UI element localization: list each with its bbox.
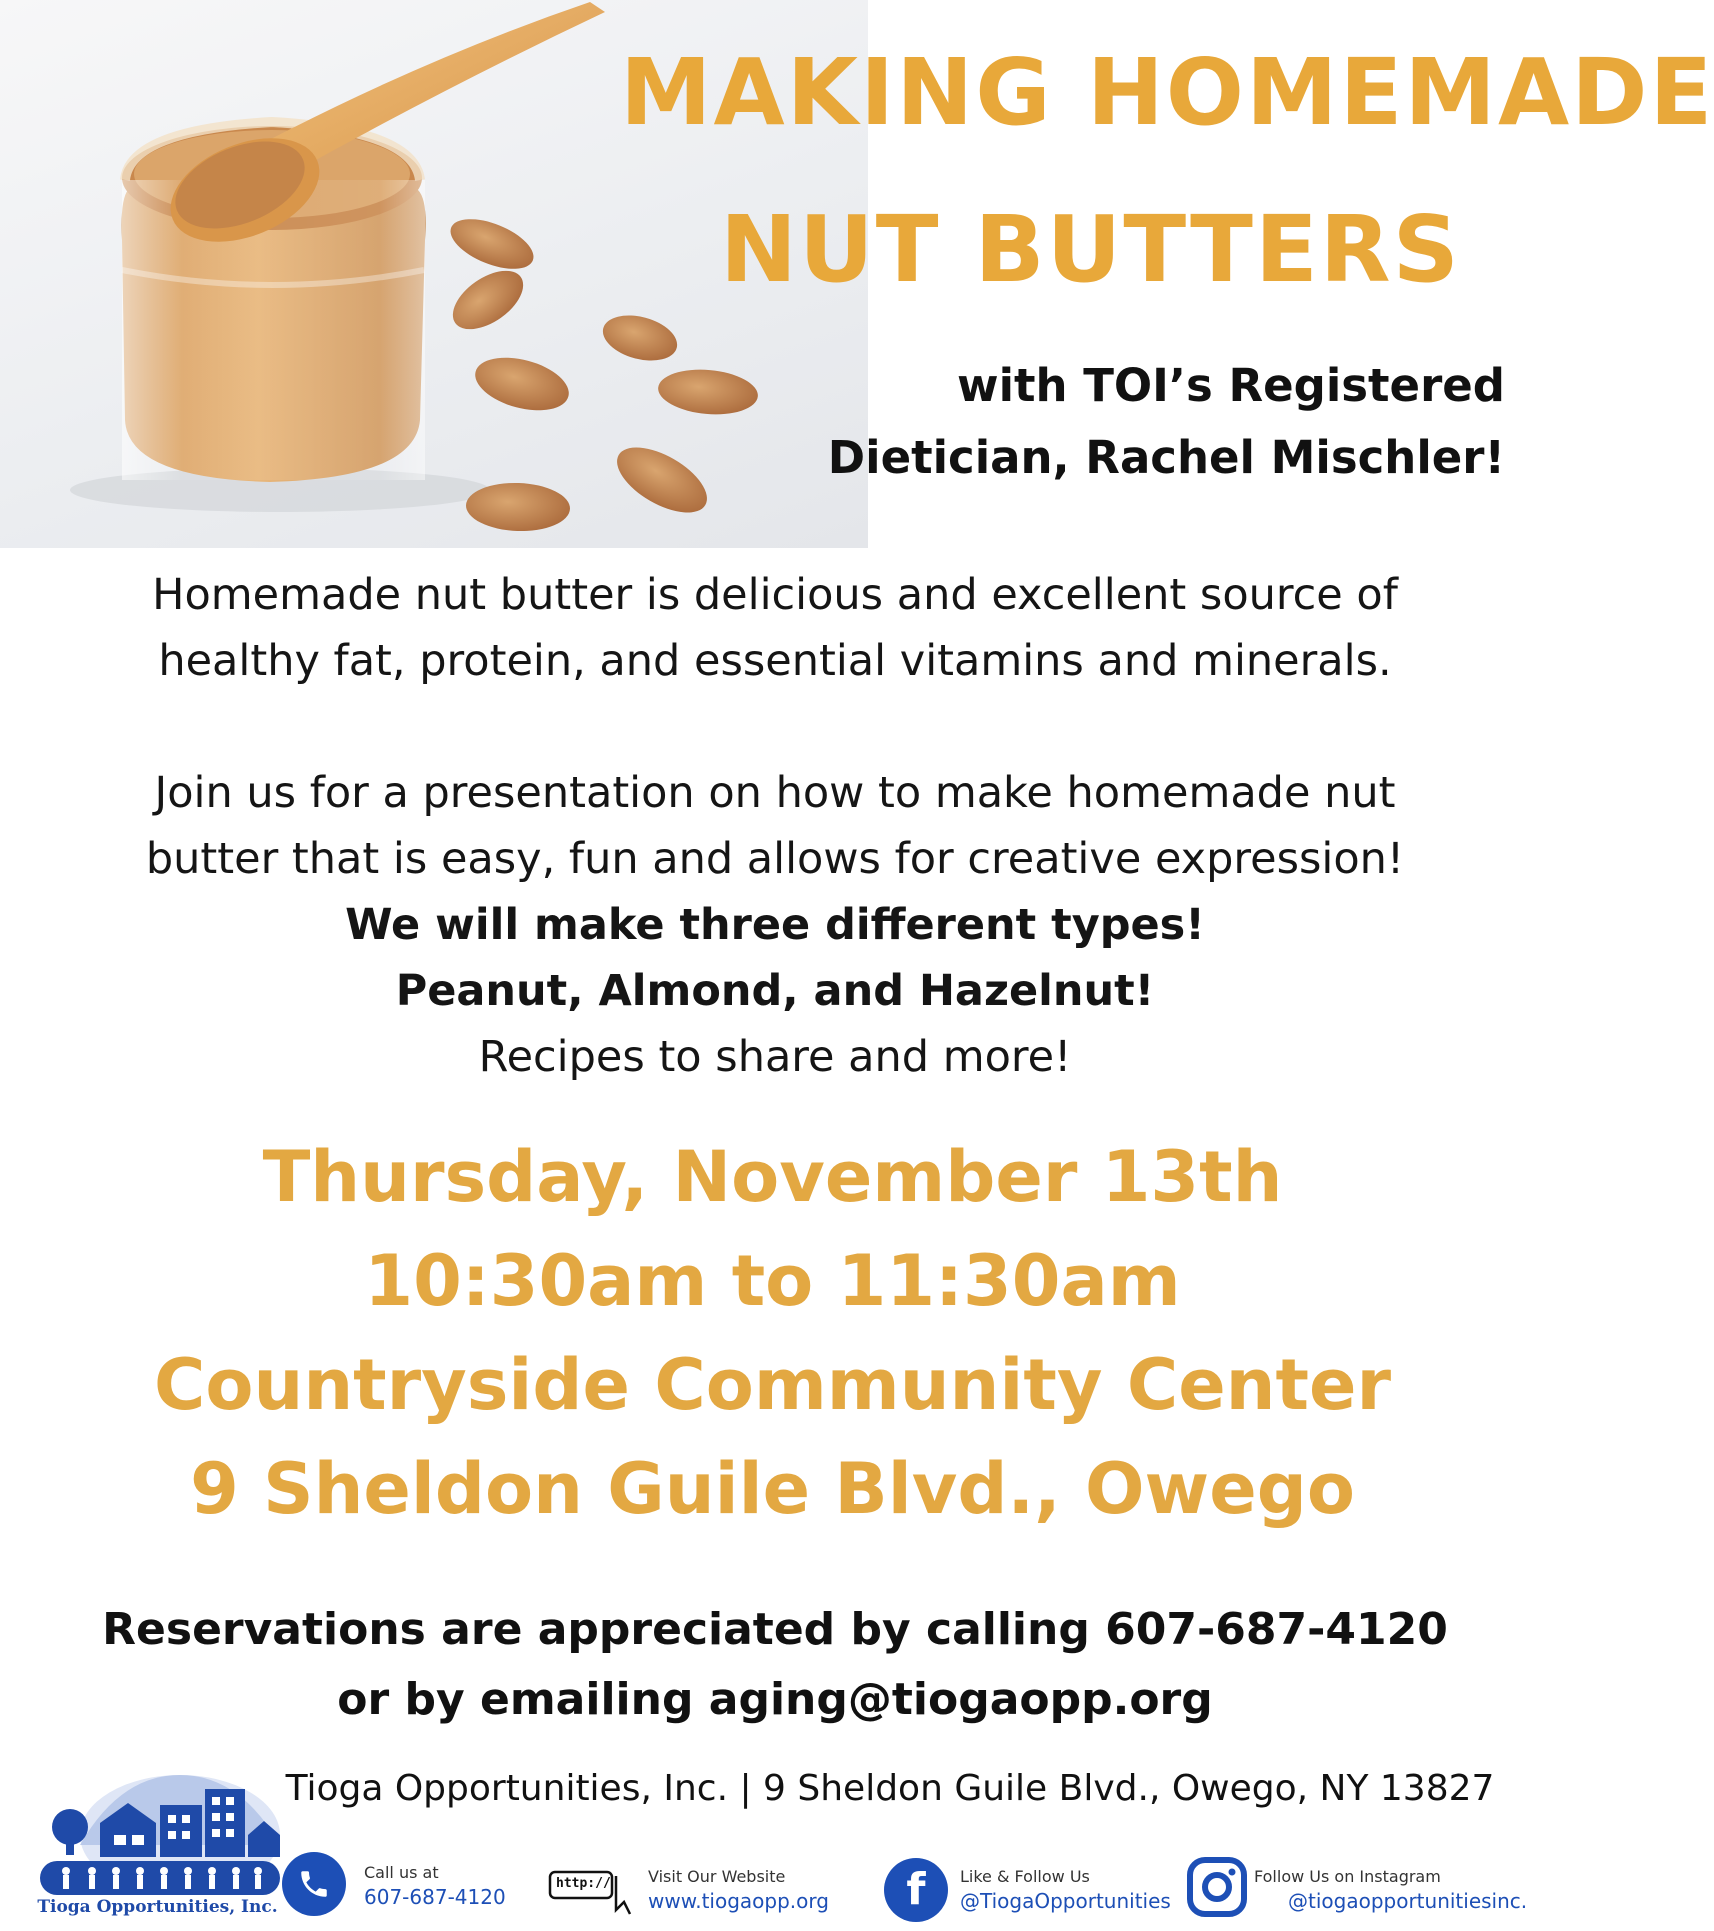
details-paragraph xyxy=(60,760,1490,1090)
facebook-icon[interactable] xyxy=(884,1858,948,1922)
website-contact xyxy=(648,1866,829,1914)
logo-text: Tioga Opportunities, Inc. xyxy=(37,1897,278,1917)
org-logo xyxy=(30,1765,285,1897)
title-line-1: MAKING HOMEMADE xyxy=(620,39,1714,146)
event-date: Thursday, November 13th xyxy=(262,1136,1283,1218)
title-line-2: NUT BUTTERS xyxy=(720,196,1461,303)
almonds xyxy=(443,209,760,533)
call-label: Call us at xyxy=(364,1863,439,1882)
details-line-2: butter that is easy, fun and allows for creative expression! xyxy=(145,834,1405,884)
phone-glyph xyxy=(297,1867,331,1901)
presenter-subtitle xyxy=(785,350,1505,494)
event-time: 10:30am to 11:30am xyxy=(364,1240,1181,1322)
intro-paragraph xyxy=(60,562,1490,694)
intro-line-1: Homemade nut butter is delicious and excellent source of xyxy=(152,570,1398,620)
reservations-line-2: or by emailing aging@tiogaopp.org xyxy=(337,1674,1213,1725)
call-contact xyxy=(364,1862,506,1910)
instagram-label: Follow Us on Instagram xyxy=(1254,1867,1441,1886)
event-address: 9 Sheldon Guile Blvd., Owego xyxy=(190,1448,1355,1530)
facebook-handle[interactable]: @TiogaOpportunities xyxy=(960,1889,1171,1913)
details-line-4: Peanut, Almond, and Hazelnut! xyxy=(395,966,1155,1016)
instagram-contact xyxy=(1254,1866,1527,1914)
details-line-1: Join us for a presentation on how to make homemade nut xyxy=(154,768,1396,818)
phone-icon[interactable] xyxy=(282,1852,346,1916)
instagram-glyph xyxy=(1186,1856,1248,1918)
browser-cursor-icon[interactable] xyxy=(548,1866,628,1926)
facebook-glyph: f xyxy=(906,1864,926,1915)
details-line-5: Recipes to share and more! xyxy=(478,1032,1072,1082)
details-line-3: We will make three different types! xyxy=(345,900,1205,950)
website-link[interactable]: www.tiogaopp.org xyxy=(648,1889,829,1913)
facebook-contact xyxy=(960,1866,1171,1914)
event-info xyxy=(0,1125,1545,1541)
web-label: Visit Our Website xyxy=(648,1867,786,1886)
instagram-handle[interactable]: @tiogaopportunitiesinc. xyxy=(1288,1889,1528,1913)
event-venue: Countryside Community Center xyxy=(154,1344,1391,1426)
facebook-label: Like & Follow Us xyxy=(960,1867,1090,1886)
logo-graphic xyxy=(30,1765,285,1897)
subtitle-line-1: with TOI’s Registered xyxy=(957,359,1505,412)
subtitle-line-2: Dietician, Rachel Mischler! xyxy=(827,431,1505,484)
instagram-icon[interactable] xyxy=(1186,1856,1248,1918)
browser-cursor-glyph xyxy=(548,1866,628,1926)
call-number[interactable]: 607-687-4120 xyxy=(364,1885,506,1909)
reservations-line-1: Reservations are appreciated by calling 607-687-4120 xyxy=(102,1604,1448,1655)
intro-line-2: healthy fat, protein, and essential vitamins and minerals. xyxy=(158,636,1392,686)
org-address: Tioga Opportunities, Inc. | 9 Sheldon Guile Blvd., Owego, NY 13827 xyxy=(285,1768,1495,1809)
reservations-info xyxy=(60,1595,1490,1735)
web-badge: http:// xyxy=(556,1876,611,1891)
